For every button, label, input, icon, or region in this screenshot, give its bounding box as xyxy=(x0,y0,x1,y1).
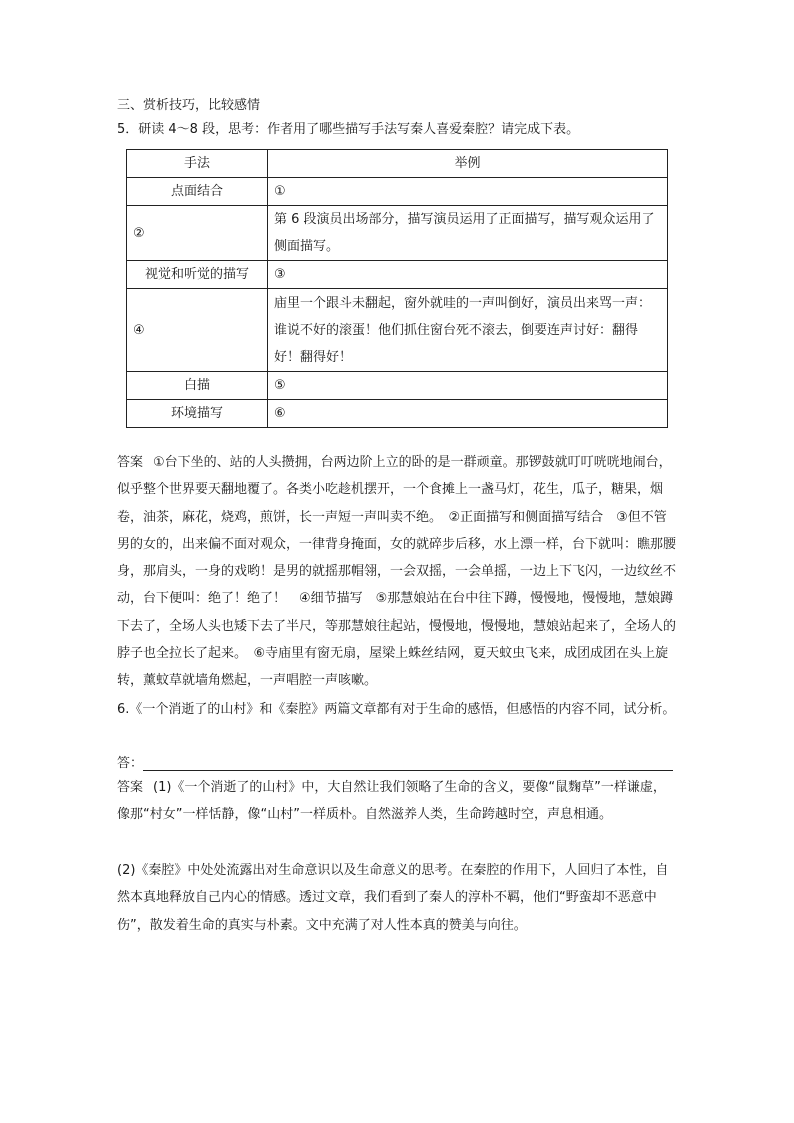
answer-5 xyxy=(117,449,677,695)
table-cell-method: 点面结合 xyxy=(127,178,268,206)
answer-underline xyxy=(143,756,673,771)
table-header-method: 手法 xyxy=(127,150,268,178)
answer-6-part-1 xyxy=(117,774,677,829)
answer-label: 答案 xyxy=(117,780,144,795)
question-6: 6.《一个消逝了的山村》和《秦腔》两篇文章都有对于生命的感悟，但感悟的内容不同，试分析。 xyxy=(117,702,676,717)
table-row xyxy=(127,289,668,372)
table-header-example: 举例 xyxy=(268,150,668,178)
answer-prompt: 答： xyxy=(117,756,144,771)
answer-5-text: ①台下坐的、站的人头攒拥，台两边阶上立的卧的是一群顽童。那锣鼓就叮叮咣咣地闹台，似乎整个世界要天翻地覆了。各类小吃趁机摆开，一个食摊上一盏马灯，花生，瓜子，糖果，烟卷，油茶，麻花，烧鸡，煎饼，长一声短一声叫卖不绝。 ②正面描写和侧面描写结合 ③但不管男的女的，出来偏不面对观众，一律背身掩面，女的就碎步后移，水上漂一样，台下就叫：瞧那腰身，那肩头，一身的戏哟！是男的就摇那帽翎，一会双摇，一会单摇，一边上下飞闪，一边纹丝不动，台下便叫：绝了！绝了！ ④细节描写 ⑤那慧娘站在台中往下蹲，慢慢地，慢慢地，慧娘蹲下去了，全场人头也矮下去了半尺，等那慧娘往起站，慢慢地，慢慢地，慧娘站起来了，全场人的脖子也全拉长了起来。 ⑥寺庙里有窗无扇，屋梁上蛛丝结网，夏天蚊虫飞来，成团成团在头上旋转，薰蚊草就墙角燃起，一声唱腔一声咳嗽。 xyxy=(117,455,677,689)
table-cell-example: 第 6 段演员出场部分，描写演员运用了正面描写，描写观众运用了侧面描写。 xyxy=(268,206,668,261)
table-header-row xyxy=(127,150,668,178)
answer-6-part-1-text: (1)《一个消逝了的山村》中，大自然让我们领略了生命的含义，要像“鼠麴草”一样谦虚，像那“村女”一样恬静，像“山村”一样质朴。自然滋养人类，生命跨越时空，声息相通。 xyxy=(117,780,666,823)
table-cell-method: 视觉和听觉的描写 xyxy=(127,261,268,289)
table-row xyxy=(127,372,668,400)
table-cell-example: ⑥ xyxy=(268,400,668,428)
answer-6-part-2: (2)《秦腔》中处处流露出对生命意识以及生命意义的思考。在秦腔的作用下，人回归了本性，自然本真地释放自己内心的情感。透过文章，我们看到了秦人的淳朴不羁，他们“野蛮却不恶意中伤”，散发着生命的真实与朴素。文中充满了对人性本真的赞美与向往。 xyxy=(117,863,669,933)
table-row xyxy=(127,400,668,428)
table-row xyxy=(127,178,668,206)
table-row xyxy=(127,261,668,289)
answer-label: 答案 xyxy=(117,455,144,470)
question-5: 5．研读 4～8 段，思考：作者用了哪些描写手法写秦人喜爱秦腔？请完成下表。 xyxy=(117,122,580,137)
techniques-table xyxy=(126,149,668,428)
table-cell-example: ⑤ xyxy=(268,372,668,400)
section-title: 三、赏析技巧，比较感情 xyxy=(117,98,261,113)
table-cell-example: 庙里一个跟斗未翻起，窗外就哇的一声叫倒好，演员出来骂一声：谁说不好的滚蛋！他们抓住窗台死不滚去，倒要连声讨好：翻得好！翻得好！ xyxy=(268,289,668,372)
table-cell-method: 环境描写 xyxy=(127,400,268,428)
table-row xyxy=(127,206,668,261)
table-cell-example: ① xyxy=(268,178,668,206)
table-cell-example: ③ xyxy=(268,261,668,289)
table-cell-method: ④ xyxy=(127,289,268,372)
table-cell-method: 白描 xyxy=(127,372,268,400)
table-cell-method: ② xyxy=(127,206,268,261)
